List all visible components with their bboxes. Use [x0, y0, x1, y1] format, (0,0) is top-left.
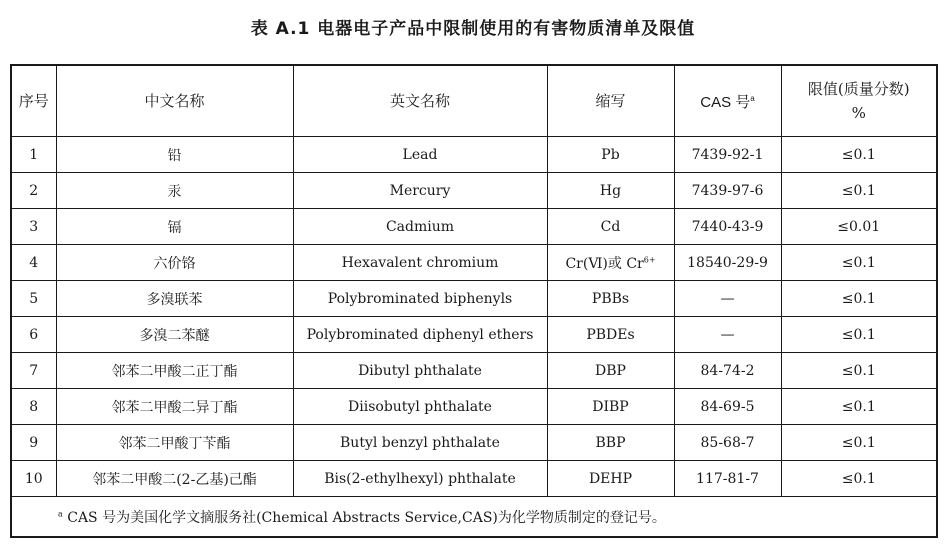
table-row — [11, 317, 937, 353]
row-en-name: Hexavalent chromium — [293, 245, 547, 281]
row-limit: ≤0.1 — [781, 281, 937, 317]
table-row — [11, 281, 937, 317]
row-en-name: Cadmium — [293, 209, 547, 245]
row-abbr: Cd — [547, 209, 674, 245]
row-cas: 84-74-2 — [674, 353, 781, 389]
row-cas: 85-68-7 — [674, 425, 781, 461]
row-seq: 8 — [11, 389, 56, 425]
row-seq: 6 — [11, 317, 56, 353]
header-cas-label: CAS 号 — [700, 94, 751, 111]
row-abbr: DBP — [547, 353, 674, 389]
row-seq: 5 — [11, 281, 56, 317]
footnote — [11, 497, 937, 538]
header-en-name: 英文名称 — [293, 65, 547, 137]
row-limit: ≤0.1 — [781, 425, 937, 461]
row-limit: ≤0.1 — [781, 137, 937, 173]
row-limit: ≤0.01 — [781, 209, 937, 245]
row-abbr: DEHP — [547, 461, 674, 497]
row-limit: ≤0.1 — [781, 353, 937, 389]
hazardous-substances-table — [10, 64, 938, 538]
row-seq: 2 — [11, 173, 56, 209]
row-limit: ≤0.1 — [781, 245, 937, 281]
row-abbr — [547, 245, 674, 281]
row-cas: — — [674, 281, 781, 317]
table-row — [11, 173, 937, 209]
row-seq: 7 — [11, 353, 56, 389]
header-seq: 序号 — [11, 65, 56, 137]
row-abbr: PBDEs — [547, 317, 674, 353]
row-en-name: Lead — [293, 137, 547, 173]
row-abbr: Pb — [547, 137, 674, 173]
row-cn-name: 镉 — [56, 209, 293, 245]
row-en-name: Butyl benzyl phthalate — [293, 425, 547, 461]
header-cas — [674, 65, 781, 137]
header-cn-name: 中文名称 — [56, 65, 293, 137]
row-cas: 18540-29-9 — [674, 245, 781, 281]
table-row — [11, 209, 937, 245]
header-limit — [781, 65, 937, 137]
table-row — [11, 425, 937, 461]
row-cas: — — [674, 317, 781, 353]
row-seq: 4 — [11, 245, 56, 281]
row-cn-name: 邻苯二甲酸二(2-乙基)己酯 — [56, 461, 293, 497]
header-limit-label: 限值(质量分数) — [807, 80, 910, 98]
table-title: 表 A.1 电器电子产品中限制使用的有害物质清单及限值 — [250, 19, 696, 39]
row-limit: ≤0.1 — [781, 461, 937, 497]
row-cn-name: 铅 — [56, 137, 293, 173]
row-limit: ≤0.1 — [781, 173, 937, 209]
row-cas: 7440-43-9 — [674, 209, 781, 245]
table-row — [11, 137, 937, 173]
row-en-name: Mercury — [293, 173, 547, 209]
row-cn-name: 汞 — [56, 173, 293, 209]
table-row — [11, 245, 937, 281]
footnote-text: CAS 号为美国化学文摘服务社(Chemical Abstracts Service,CAS)为化学物质制定的登记号。 — [62, 509, 666, 526]
row-abbr-superscript: 6+ — [643, 254, 656, 264]
row-seq: 9 — [11, 425, 56, 461]
row-cas: 7439-97-6 — [674, 173, 781, 209]
row-en-name: Polybrominated biphenyls — [293, 281, 547, 317]
row-limit: ≤0.1 — [781, 389, 937, 425]
row-cn-name: 多溴联苯 — [56, 281, 293, 317]
row-cn-name: 邻苯二甲酸丁苄酯 — [56, 425, 293, 461]
table-row — [11, 353, 937, 389]
row-abbr-text: Cr(Ⅵ)或 Cr — [565, 255, 644, 272]
header-abbr: 缩写 — [547, 65, 674, 137]
row-cas: 117-81-7 — [674, 461, 781, 497]
footnote-row — [11, 497, 937, 538]
row-en-name: Bis(2-ethylhexyl) phthalate — [293, 461, 547, 497]
row-limit: ≤0.1 — [781, 317, 937, 353]
row-abbr: BBP — [547, 425, 674, 461]
row-cas: 84-69-5 — [674, 389, 781, 425]
header-cas-footnote-mark: a — [750, 94, 755, 103]
row-en-name: Polybrominated diphenyl ethers — [293, 317, 547, 353]
row-en-name: Dibutyl phthalate — [293, 353, 547, 389]
row-cn-name: 多溴二苯醚 — [56, 317, 293, 353]
footnote-mark: a — [58, 508, 63, 518]
row-abbr: DIBP — [547, 389, 674, 425]
row-abbr: Hg — [547, 173, 674, 209]
header-limit-unit: % — [851, 104, 866, 122]
row-seq: 3 — [11, 209, 56, 245]
header-row — [11, 65, 937, 137]
row-seq: 10 — [11, 461, 56, 497]
row-cn-name: 六价铬 — [56, 245, 293, 281]
table-row — [11, 461, 937, 497]
row-cas: 7439-92-1 — [674, 137, 781, 173]
table-row — [11, 389, 937, 425]
row-seq: 1 — [11, 137, 56, 173]
row-abbr: PBBs — [547, 281, 674, 317]
row-cn-name: 邻苯二甲酸二异丁酯 — [56, 389, 293, 425]
row-cn-name: 邻苯二甲酸二正丁酯 — [56, 353, 293, 389]
row-en-name: Diisobutyl phthalate — [293, 389, 547, 425]
